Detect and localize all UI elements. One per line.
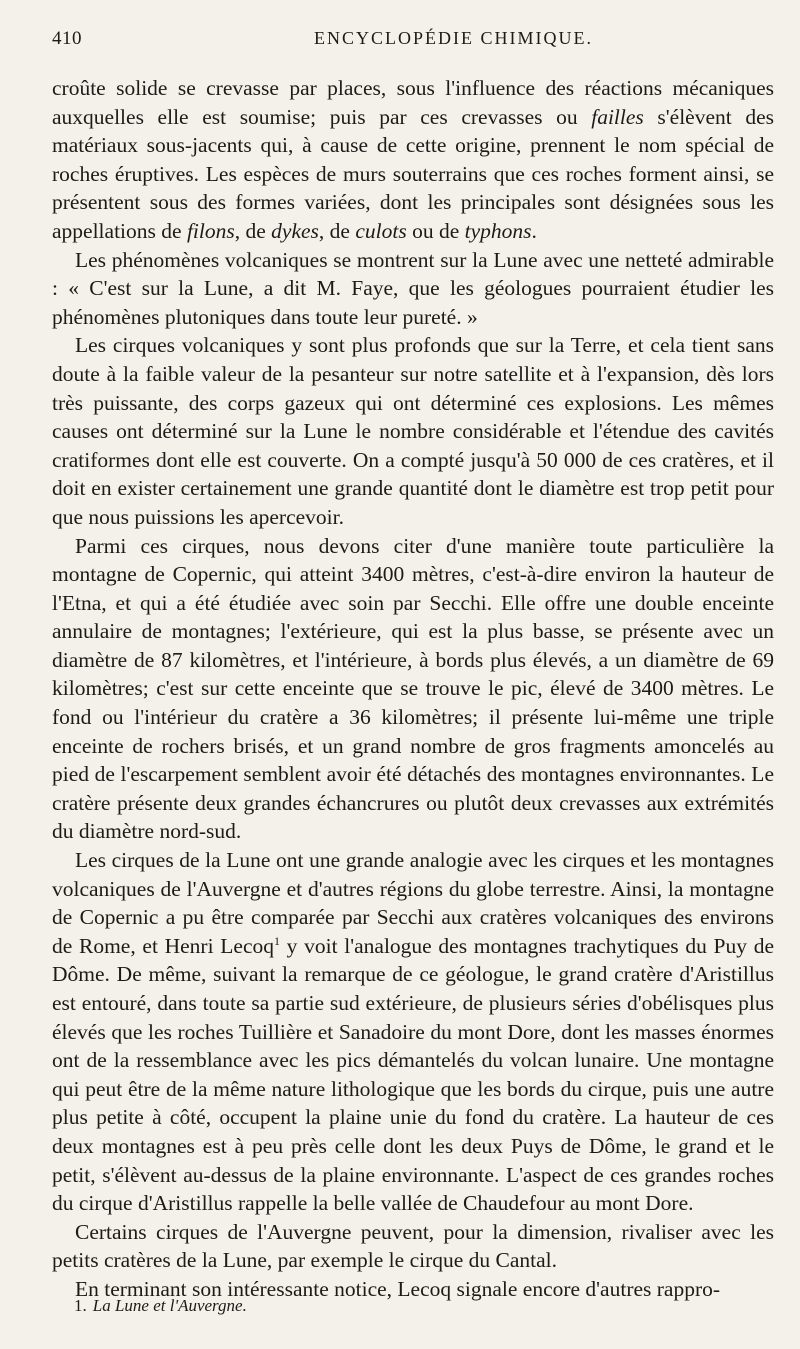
footnote-number: 1. bbox=[74, 1296, 87, 1315]
paragraph-text: ou de bbox=[406, 218, 465, 243]
running-header bbox=[52, 28, 774, 68]
paragraph-text: Certains cirques de l'Auvergne peuvent, pour la dimension, rivaliser avec les petits cratères de la Lune, par exemple le cirque du Cantal. bbox=[52, 1219, 774, 1273]
paragraph-text: croûte solide se crevasse par places, sous l'influence des réactions mécaniques auxquelles elle est soumise; puis par ces crevasses ou bbox=[52, 76, 774, 129]
footnote-marker: 1 bbox=[273, 933, 280, 948]
paragraph-text: En terminant son intéressante notice, Lecoq signale encore d'autres rappro- bbox=[75, 1276, 721, 1301]
paragraph bbox=[52, 846, 774, 1218]
paragraph-text: . bbox=[531, 218, 537, 243]
paragraph-text: , de bbox=[318, 218, 356, 243]
paragraph bbox=[52, 331, 774, 531]
paragraph bbox=[52, 532, 774, 847]
italic-term: culots bbox=[355, 218, 407, 243]
paragraph-text: , de bbox=[234, 218, 272, 243]
body-text bbox=[52, 74, 774, 1304]
italic-term: dykes bbox=[271, 218, 319, 243]
page-number: 410 bbox=[52, 28, 82, 49]
paragraph-text: Les cirques de la Lune ont une grande analogie avec les cirques et les montagnes volcaniques de l'Auvergne et d'autres régions du globe terrestre. Ainsi, la montagne de Copernic a pu être comparée par Secchi aux cratères volcaniques des environs de Rome, et Henri Lecoq bbox=[52, 848, 774, 958]
italic-term: filons bbox=[186, 218, 235, 243]
paragraph-text: Les phénomènes volcaniques se montrent sur la Lune avec une netteté admirable : « C'est sur la Lune, a dit M. Faye, que les géologues pourraient étudier les phénomènes plutoniques dans toute leur pureté. » bbox=[52, 247, 774, 329]
paragraph bbox=[52, 1218, 774, 1275]
paragraph bbox=[52, 74, 774, 246]
footnote bbox=[74, 1296, 247, 1316]
paragraph-text: s'élèvent des matériaux sous-jacents qui, à cause de cette origine, prennent le nom spécial de roches éruptives. Les espèces de murs souterrains que ces roches forment ainsi, se présentent sous des formes variées, dont les principales sont désignées sous les appellations de bbox=[52, 104, 774, 243]
italic-term: typhons bbox=[464, 218, 532, 243]
paragraph-text: Parmi ces cirques, nous devons citer d'une manière toute particulière la montagne de Copernic, qui atteint 3400 mètres, c'est-à-dire environ la hauteur de l'Etna, et qui a été étudiée avec soin par Secchi. Elle offre une double enceinte annulaire de montagnes; l'extérieure, qui est la plus basse, se présente avec un diamètre de 87 kilomètres, et l'intérieure, à bords plus élevés, a un diamètre de 69 kilomètres; c'est sur cette enceinte que se trouve le pic, élevé de 3400 mètres. Le fond ou l'intérieur du cratère a 36 kilomètres; il présente lui-même une triple enceinte de rochers brisés, et un grand nombre de gros fragments amoncelés au pied de l'escarpement semblent avoir été détachés des montagnes environnantes. Le cratère présente deux grandes échancrures ou plutôt deux crevasses aux extrémités du diamètre nord-sud. bbox=[52, 533, 774, 844]
paragraph-text: y voit l'analogue des montagnes trachytiques du Puy de Dôme. De même, suivant la remarque de ce géologue, le grand cratère d'Aristillus est entouré, dans toute sa partie sud extérieure, de plusieurs séries d'obélisques plus élevés que les roches Tuillière et Sanadoire du mont Dore, dont les masses énormes ont de la ressemblance avec les pics démantelés du volcan lunaire. Une montagne qui peut être de la même nature lithologique que les bords du cirque, puis une autre plus petite à côté, occupent la plaine unie du fond du cratère. La hauteur de ces deux montagnes est à peu près celle dont les deux Puys de Dôme, le grand et le petit, s'élèvent au-dessus de la plaine environnante. L'aspect de ces grandes roches du cirque d'Aristillus rappelle la belle vallée de Chaudefour au mont Dore. bbox=[52, 933, 774, 1216]
paragraph-text: Les cirques volcaniques y sont plus profonds que sur la Terre, et cela tient sans doute à la faible valeur de la pesanteur sur notre satellite et à l'expansion, dès lors très puissante, des corps gazeux qui ont déterminé ces explosions. Les mêmes causes ont déterminé sur la Lune le nombre considérable et l'étendue des cavités cratiformes dont elle est couverte. On a compté jusqu'à 50 000 de ces cratères, et il doit en exister certainement une grande quantité dont le diamètre est trop petit pour que nous puissions les apercevoir. bbox=[52, 333, 774, 529]
header-title: ENCYCLOPÉDIE CHIMIQUE. bbox=[314, 28, 593, 48]
italic-term: failles bbox=[591, 104, 644, 129]
footnote-text: La Lune et l'Auvergne. bbox=[92, 1296, 247, 1315]
paragraph bbox=[52, 246, 774, 332]
